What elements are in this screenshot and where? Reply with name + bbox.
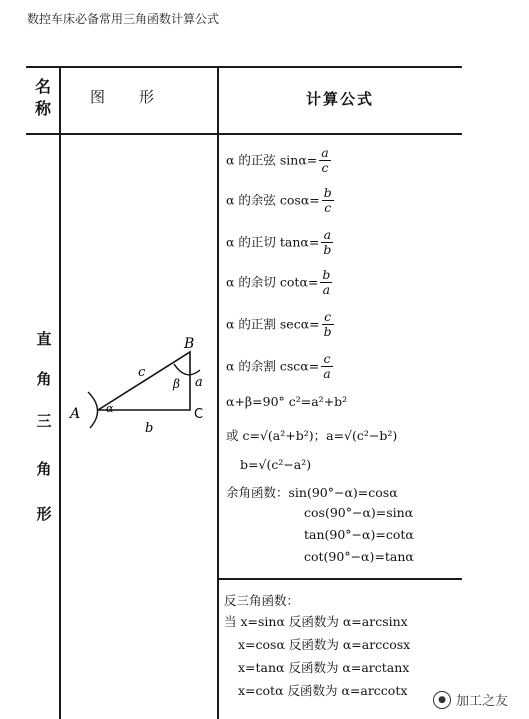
column-divider-1 [59,66,61,719]
formula-complement-cos: cos(90°−α)=sinα [304,505,414,520]
table-top-border [26,66,462,68]
vertex-b-label: B [184,336,195,352]
beta-label: β [173,377,180,391]
watermark-text: 加工之友 [456,694,509,709]
column-divider-2 [217,66,219,719]
vertex-c-label: C [194,407,204,422]
header-name-char-2: 称 [34,99,51,118]
alpha-label: α [106,402,114,415]
inverse-heading: 反三角函数： [224,593,300,608]
page-title: 数控车床必备常用三角函数计算公式 [27,12,220,26]
inverse-arctan: x=tanα 反函数为 α=arctanx [238,660,410,675]
formula-tan-fraction [321,228,333,257]
vertex-a-label: A [70,406,81,422]
header-name [26,76,60,120]
alpha-arc [88,392,98,428]
formula-cos-fraction [322,186,334,215]
formula-cot-lhs: α 的余切 cotα= [226,274,319,290]
formula-tan [226,228,333,257]
formula-sin-fraction [319,146,330,175]
side-label-2: 角 [36,370,52,388]
formula-cos-lhs: α 的余弦 cosα= [226,192,320,208]
formula-cot [226,268,332,297]
formula-sin-denominator: c [321,160,329,175]
formula-cos-denominator: c [324,200,332,215]
formula-sec-numerator: c [322,310,334,325]
inverse-arcsin: 当 x=sinα 反函数为 α=arcsinx [224,614,408,629]
formula-csc-fraction [321,352,332,381]
formula-cot-fraction [320,268,332,297]
formula-sin [226,146,331,175]
side-label-4: 角 [36,460,52,478]
formula-csc-denominator: a [323,366,331,381]
formula-tan-numerator: a [321,228,333,243]
side-label-3: 三 [36,412,52,430]
formula-sec-lhs: α 的正割 secα= [226,316,320,332]
header-formula: 计算公式 [305,90,374,108]
side-label-5: 形 [36,505,52,523]
formula-csc-lhs: α 的余割 cscα= [226,358,320,374]
formula-csc [226,352,333,381]
formula-tan-denominator: b [323,242,332,257]
header-bottom-border [26,133,462,135]
formula-complement-tan: tan(90°−α)=cotα [304,527,414,542]
formula-complement-sin: 余角函数：sin(90°−α)=cosα [226,485,398,500]
side-label-1: 直 [36,330,52,348]
inverse-arccot: x=cotα 反函数为 α=arccotx [238,683,408,698]
formula-sin-lhs: α 的正弦 sinα= [226,152,318,168]
formula-angle-sum: α+β=90° c²=a²+b² [226,394,348,409]
formula-tan-lhs: α 的正切 tanα= [226,234,320,250]
formula-cot-denominator: a [322,282,331,297]
header-figure: 图形 [89,88,188,106]
formula-complement-cot: cot(90°−α)=tanα [304,549,414,564]
header-name-char-1: 名 [34,77,51,96]
inverse-arccos: x=cosα 反函数为 α=arccosx [238,637,411,652]
formula-cos-numerator: b [323,185,332,200]
wechat-icon: ● [433,691,451,709]
formula-sec-denominator: b [323,324,332,339]
formula-cos [226,186,334,215]
formula-sec-fraction [322,310,334,339]
formula-sec [226,310,334,339]
formula-csc-numerator: c [321,352,332,367]
formula-sin-numerator: a [321,145,329,160]
side-a-label: a [195,375,203,390]
watermark [433,690,508,709]
formula-cot-numerator: b [322,267,331,282]
beta-arc [174,364,200,375]
formula-pythagoras-b: b=√(c²−a²) [240,457,312,472]
formula-pythagoras-c-a: 或 c=√(a²+b²)；a=√(c²−b²) [226,428,398,443]
inverse-section-border [217,578,462,580]
right-triangle-figure [62,330,214,440]
side-c-label: c [138,365,146,380]
side-b-label: b [145,421,154,436]
